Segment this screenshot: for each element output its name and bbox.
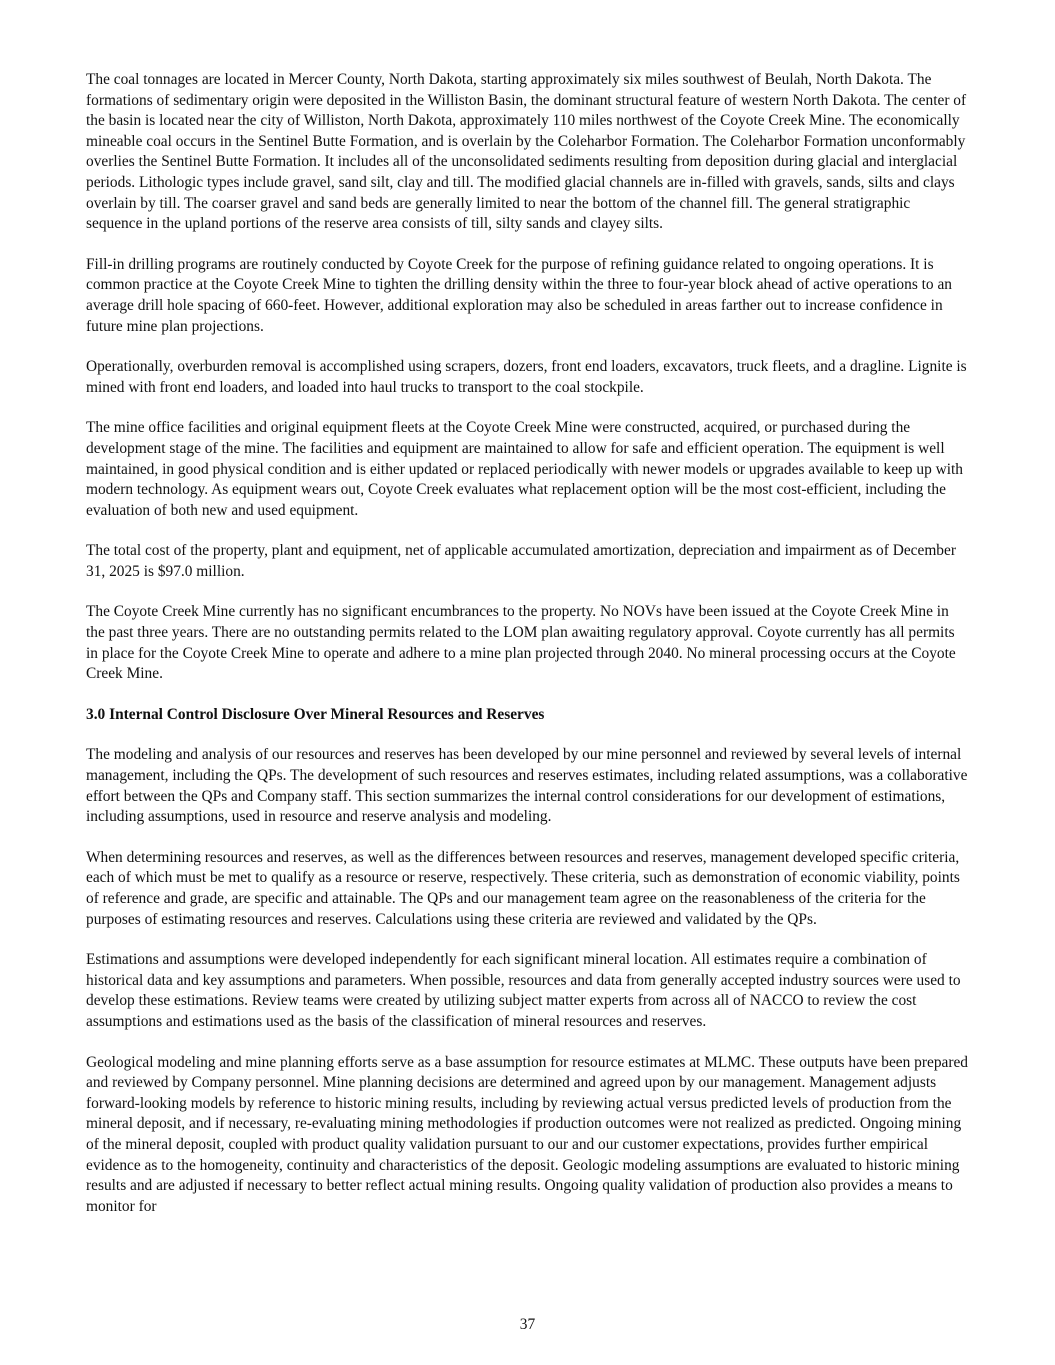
paragraph-determining-criteria: When determining resources and reserves, as well as the differences between resources and reserves, management developed specific criteria, each of which must be met to qualify as a resource or reserve, respectively. These criteria, such as demonstration of economic viability, points of reference and grade, are specific and attainable. The QPs and our management team agree on the reasonableness of the criteria for the purposes of estimating resources and reserves. Calculations using these criteria are reviewed and validated by the QPs. [86, 848, 960, 928]
section-heading: 3.0 Internal Control Disclosure Over Mineral Resources and Reserves [86, 705, 545, 723]
document-page [86, 70, 970, 1237]
paragraph-modeling-analysis: The modeling and analysis of our resources and reserves has been developed by our mine personnel and reviewed by several levels of internal management, including the QPs. The development of such resources and reserves estimates, including related assumptions, was a collaborative effort between the QPs and Company staff. This section summarizes the internal control considerations for our development of estimations, including assumptions, used in resource and reserve analysis and modeling. [86, 746, 968, 826]
paragraph-geological-modeling: Geological modeling and mine planning efforts serve as a base assumption for resource estimates at MLMC. These outputs have been prepared and reviewed by Company personnel. Mine planning decisions are determined and agreed upon by our management. Management adjusts forward-looking models by reference to historic mining results, including by reviewing actual versus predicted levels of production from the mineral deposit, and if necessary, re-evaluating mining methodologies if production outcomes were not realized as predicted. Ongoing mining of the mineral deposit, coupled with product quality validation pursuant to our and our customer expectations, provides further empirical evidence as to the homogeneity, continuity and characteristics of the deposit. Geologic modeling assumptions are evaluated to historic mining results and are adjusted if necessary to better reflect actual mining results. Ongoing quality validation of production also provides a means to monitor for [86, 1053, 969, 1215]
paragraph-facilities-equipment: The mine office facilities and original equipment fleets at the Coyote Creek Mine were constructed, acquired, or purchased during the development stage of the mine. The facilities and equipment are maintained to allow for safe and efficient operation. The equipment is well maintained, in good physical condition and is either updated or replaced periodically with newer models or upgrades available to keep up with modern technology. As equipment wears out, Coyote Creek evaluates what replacement option will be the most cost-efficient, including the evaluation of both new and used equipment. [86, 419, 964, 519]
paragraph-total-cost: The total cost of the property, plant and equipment, net of applicable accumulated amortization, depreciation and impairment as of December 31, 2025 is $97.0 million. [86, 542, 956, 580]
paragraph-coal-tonnage-geology: The coal tonnages are located in Mercer County, North Dakota, starting approximately six miles southwest of Beulah, North Dakota. The formations of sedimentary origin were deposited in the Williston Basin, the dominant structural feature of western North Dakota. The center of the basin is located near the city of Williston, North Dakota, approximately 110 miles northwest of the Coyote Creek Mine. The economically mineable coal occurs in the Sentinel Butte Formation, and is overlain by the Coleharbor Formation. The Coleharbor Formation unconformably overlies the Sentinel Butte Formation. It includes all of the unconsolidated sediments resulting from deposition during glacial and interglacial periods. Lithologic types include gravel, sand silt, clay and till. The modified glacial channels are in-filled with gravels, sands, silts and clays overlain by till. The coarser gravel and sand beds are generally limited to near the bottom of the channel fill. The general stratigraphic sequence in the upland portions of the reserve area consists of till, silty sands and clayey silts. [86, 71, 967, 233]
page-number: 37 [519, 1316, 536, 1333]
paragraph-estimations-assumptions: Estimations and assumptions were developed independently for each significant mineral location. All estimates require a combination of historical data and key assumptions and parameters. When possible, resources and data from generally accepted industry sources were used to develop these estimations. Review teams were created by utilizing subject matter experts from across all of NACCO to review the cost assumptions and estimations used as the basis of the classification of mineral resources and reserves. [86, 951, 961, 1030]
paragraph-encumbrances-permits: The Coyote Creek Mine currently has no significant encumbrances to the property. No NOVs have been issued at the Coyote Creek Mine in the past three years. There are no outstanding permits related to the LOM plan awaiting regulatory approval. Coyote currently has all permits in place for the Coyote Creek Mine to operate and adhere to a mine plan projected through 2040. No mineral processing occurs at the Coyote Creek Mine. [86, 603, 956, 683]
paragraph-fill-in-drilling: Fill-in drilling programs are routinely conducted by Coyote Creek for the purpose of refining guidance related to ongoing operations. It is common practice at the Coyote Creek Mine to tighten the drilling density within the three to four-year block ahead of active operations to an average drill hole spacing of 660-feet. However, additional exploration may also be scheduled in areas farther out to increase confidence in future mine plan projections. [86, 255, 953, 335]
paragraph-overburden-removal: Operationally, overburden removal is accomplished using scrapers, dozers, front end loaders, excavators, truck fleets, and a dragline. Lignite is mined with front end loaders, and loaded into haul trucks to transport to the coal stockpile. [86, 358, 967, 396]
